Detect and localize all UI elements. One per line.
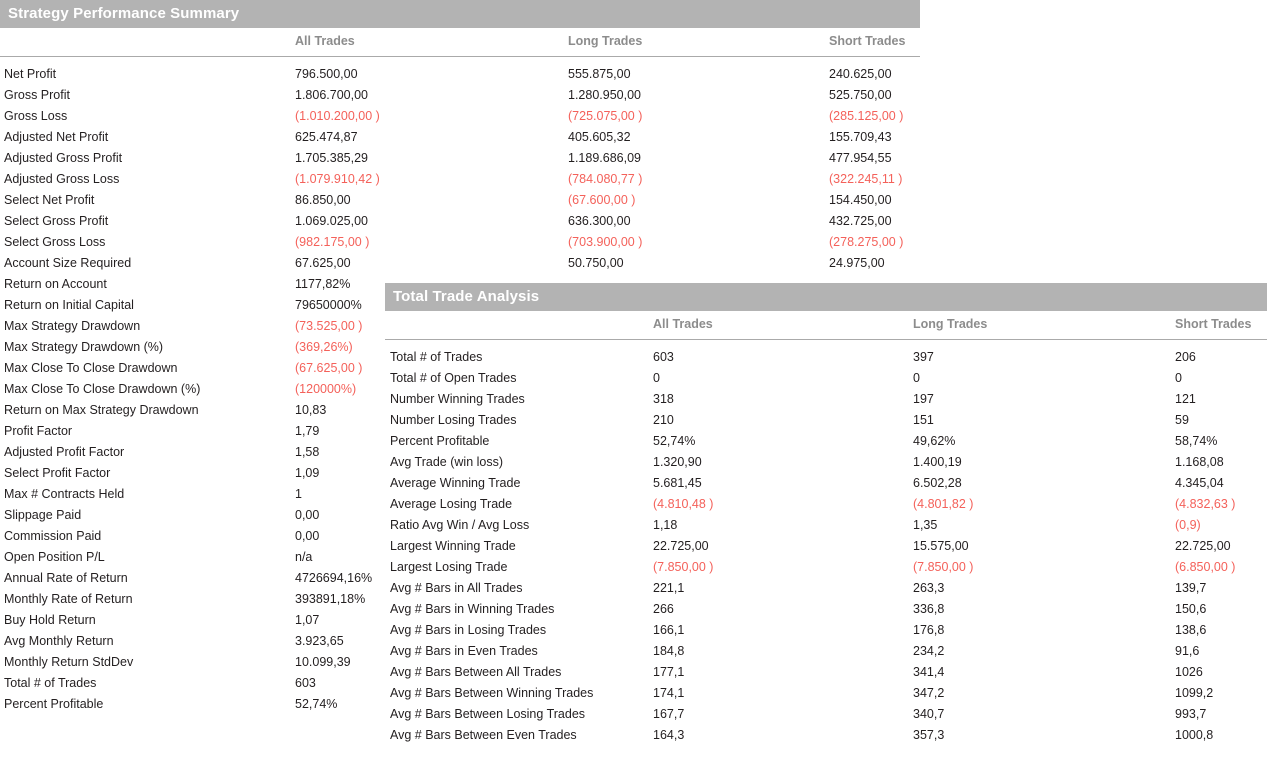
table-row — [385, 557, 1267, 578]
row-label: Total # of Trades — [390, 350, 483, 364]
row-label: Adjusted Gross Loss — [4, 172, 120, 186]
row-label: Max Close To Close Drawdown — [4, 361, 178, 375]
cell-long-trades: 397 — [913, 350, 934, 364]
cell-all-trades: 86.850,00 — [295, 193, 351, 207]
analysis-rows-container — [385, 340, 1267, 746]
cell-short-trades: 993,7 — [1175, 707, 1207, 721]
row-label: Buy Hold Return — [4, 613, 96, 627]
row-label: Total # of Trades — [4, 676, 97, 690]
cell-all-trades: (4.810,48 ) — [653, 497, 714, 511]
row-label: Commission Paid — [4, 529, 102, 543]
table-row — [385, 578, 1267, 599]
cell-long-trades: (725.075,00 ) — [568, 109, 643, 123]
cell-long-trades: 340,7 — [913, 707, 945, 721]
cell-all-trades: (67.625,00 ) — [295, 361, 363, 375]
cell-long-trades: 49,62% — [913, 434, 956, 448]
cell-short-trades: 58,74% — [1175, 434, 1218, 448]
cell-short-trades: 477.954,55 — [829, 151, 892, 165]
cell-short-trades: 59 — [1175, 413, 1189, 427]
row-label: Select Gross Profit — [4, 214, 109, 228]
table-row — [0, 148, 920, 169]
table-row — [0, 106, 920, 127]
row-label: Largest Losing Trade — [390, 560, 508, 574]
row-label: Max Strategy Drawdown (%) — [4, 340, 164, 354]
cell-short-trades: 240.625,00 — [829, 67, 892, 81]
table-row — [385, 473, 1267, 494]
cell-all-trades: 3.923,65 — [295, 634, 344, 648]
cell-long-trades: 0 — [913, 371, 920, 385]
cell-all-trades: 52,74% — [653, 434, 696, 448]
panel-title-total-trade-analysis: Total Trade Analysis — [385, 283, 1267, 311]
table-row — [0, 64, 920, 85]
table-row — [385, 599, 1267, 620]
row-label: Percent Profitable — [4, 697, 104, 711]
cell-all-trades: (982.175,00 ) — [295, 235, 370, 249]
row-label: Return on Account — [4, 277, 107, 291]
cell-all-trades: 0,00 — [295, 529, 320, 543]
cell-all-trades: 603 — [653, 350, 674, 364]
cell-short-trades: (6.850,00 ) — [1175, 560, 1236, 574]
row-label: Slippage Paid — [4, 508, 82, 522]
cell-all-trades: 177,1 — [653, 665, 685, 679]
cell-all-trades: 174,1 — [653, 686, 685, 700]
cell-all-trades: 1,79 — [295, 424, 320, 438]
cell-all-trades: 10.099,39 — [295, 655, 351, 669]
cell-all-trades: 164,3 — [653, 728, 685, 742]
cell-long-trades: 6.502,28 — [913, 476, 962, 490]
table-row — [0, 169, 920, 190]
row-label: Number Winning Trades — [390, 392, 525, 406]
cell-all-trades: 266 — [653, 602, 674, 616]
cell-all-trades: 1.069.025,00 — [295, 214, 368, 228]
table-row — [385, 725, 1267, 746]
cell-all-trades: 10,83 — [295, 403, 327, 417]
table-row — [385, 536, 1267, 557]
table-row — [0, 253, 920, 274]
row-label: Percent Profitable — [390, 434, 490, 448]
cell-long-trades: (7.850,00 ) — [913, 560, 974, 574]
table-row — [385, 452, 1267, 473]
row-label: Max # Contracts Held — [4, 487, 125, 501]
cell-long-trades: 1.189.686,09 — [568, 151, 641, 165]
cell-short-trades: 4.345,04 — [1175, 476, 1224, 490]
row-label: Net Profit — [4, 67, 57, 81]
cell-long-trades: 234,2 — [913, 644, 945, 658]
analysis-column-header-long-trades: Long Trades — [913, 317, 988, 331]
cell-all-trades: 796.500,00 — [295, 67, 358, 81]
summary-column-header-all-trades: All Trades — [295, 34, 355, 48]
cell-long-trades: 50.750,00 — [568, 256, 624, 270]
cell-all-trades: 0,00 — [295, 508, 320, 522]
cell-all-trades: 184,8 — [653, 644, 685, 658]
cell-long-trades: 341,4 — [913, 665, 945, 679]
cell-all-trades: 1,58 — [295, 445, 320, 459]
cell-short-trades: (278.275,00 ) — [829, 235, 904, 249]
cell-all-trades: n/a — [295, 550, 313, 564]
analysis-column-header-all-trades: All Trades — [653, 317, 713, 331]
row-label: Avg # Bars Between Losing Trades — [390, 707, 586, 721]
cell-long-trades: 197 — [913, 392, 934, 406]
cell-all-trades: 166,1 — [653, 623, 685, 637]
table-row — [0, 85, 920, 106]
analysis-column-header-row — [385, 311, 1267, 339]
summary-column-header-long-trades: Long Trades — [568, 34, 643, 48]
summary-column-header-row — [0, 28, 920, 56]
cell-short-trades: 0 — [1175, 371, 1182, 385]
row-label: Avg # Bars in All Trades — [390, 581, 523, 595]
cell-all-trades: 67.625,00 — [295, 256, 351, 270]
cell-long-trades: (67.600,00 ) — [568, 193, 636, 207]
cell-long-trades: 405.605,32 — [568, 130, 631, 144]
cell-all-trades: 625.474,87 — [295, 130, 358, 144]
row-label: Select Profit Factor — [4, 466, 111, 480]
cell-all-trades: 5.681,45 — [653, 476, 702, 490]
cell-all-trades: 79650000% — [295, 298, 362, 312]
cell-all-trades: 52,74% — [295, 697, 338, 711]
cell-long-trades: 1,35 — [913, 518, 938, 532]
cell-short-trades: 1099,2 — [1175, 686, 1214, 700]
row-label: Avg # Bars in Winning Trades — [390, 602, 555, 616]
row-label: Avg # Bars in Losing Trades — [390, 623, 547, 637]
row-label: Adjusted Gross Profit — [4, 151, 123, 165]
cell-long-trades: 555.875,00 — [568, 67, 631, 81]
cell-all-trades: 603 — [295, 676, 316, 690]
cell-all-trades: 318 — [653, 392, 674, 406]
cell-all-trades: 1,09 — [295, 466, 320, 480]
cell-short-trades: (4.832,63 ) — [1175, 497, 1236, 511]
cell-short-trades: 91,6 — [1175, 644, 1200, 658]
cell-all-trades: 393891,18% — [295, 592, 366, 606]
cell-long-trades: 1.280.950,00 — [568, 88, 641, 102]
panel-title-strategy-performance-summary: Strategy Performance Summary — [0, 0, 920, 28]
cell-all-trades: (1.079.910,42 ) — [295, 172, 380, 186]
cell-long-trades: 1.400,19 — [913, 455, 962, 469]
total-trade-analysis-panel — [385, 283, 1267, 746]
cell-all-trades: 1.806.700,00 — [295, 88, 368, 102]
cell-short-trades: 525.750,00 — [829, 88, 892, 102]
row-label: Avg # Bars Between Winning Trades — [390, 686, 594, 700]
row-label: Account Size Required — [4, 256, 132, 270]
table-row — [385, 389, 1267, 410]
row-label: Adjusted Profit Factor — [4, 445, 125, 459]
cell-short-trades: 138,6 — [1175, 623, 1207, 637]
cell-long-trades: (4.801,82 ) — [913, 497, 974, 511]
cell-short-trades: (322.245,11 ) — [829, 172, 903, 186]
row-label: Max Strategy Drawdown — [4, 319, 141, 333]
row-label: Average Losing Trade — [390, 497, 513, 511]
row-label: Return on Max Strategy Drawdown — [4, 403, 199, 417]
row-label: Avg Monthly Return — [4, 634, 114, 648]
row-label: Largest Winning Trade — [390, 539, 516, 553]
row-label: Select Net Profit — [4, 193, 95, 207]
cell-short-trades: (285.125,00 ) — [829, 109, 904, 123]
table-row — [385, 431, 1267, 452]
table-row — [0, 190, 920, 211]
summary-column-header-short-trades: Short Trades — [829, 34, 906, 48]
cell-long-trades: 336,8 — [913, 602, 945, 616]
cell-short-trades: 154.450,00 — [829, 193, 892, 207]
cell-short-trades: 206 — [1175, 350, 1196, 364]
row-label: Gross Loss — [4, 109, 68, 123]
row-label: Return on Initial Capital — [4, 298, 134, 312]
cell-short-trades: 22.725,00 — [1175, 539, 1231, 553]
cell-all-trades: 210 — [653, 413, 674, 427]
cell-all-trades: 1177,82% — [295, 277, 351, 291]
analysis-column-header-short-trades: Short Trades — [1175, 317, 1252, 331]
cell-all-trades: 0 — [653, 371, 660, 385]
row-label: Total # of Open Trades — [390, 371, 517, 385]
row-label: Monthly Rate of Return — [4, 592, 133, 606]
cell-all-trades: (73.525,00 ) — [295, 319, 363, 333]
cell-long-trades: 636.300,00 — [568, 214, 631, 228]
cell-all-trades: (369,26%) — [295, 340, 353, 354]
row-label: Avg # Bars Between Even Trades — [390, 728, 577, 742]
cell-long-trades: (784.080,77 ) — [568, 172, 643, 186]
cell-long-trades: (703.900,00 ) — [568, 235, 643, 249]
cell-all-trades: (120000%) — [295, 382, 357, 396]
cell-short-trades: 121 — [1175, 392, 1196, 406]
cell-all-trades: 22.725,00 — [653, 539, 709, 553]
cell-all-trades: 1 — [295, 487, 302, 501]
table-row — [385, 641, 1267, 662]
cell-long-trades: 151 — [913, 413, 934, 427]
table-row — [385, 347, 1267, 368]
row-label: Adjusted Net Profit — [4, 130, 109, 144]
cell-all-trades: 221,1 — [653, 581, 685, 595]
table-row — [385, 410, 1267, 431]
row-label: Avg # Bars in Even Trades — [390, 644, 538, 658]
cell-long-trades: 176,8 — [913, 623, 945, 637]
row-label: Select Gross Loss — [4, 235, 106, 249]
cell-short-trades: (0,9) — [1175, 518, 1201, 532]
cell-long-trades: 15.575,00 — [913, 539, 969, 553]
row-label: Avg Trade (win loss) — [390, 455, 504, 469]
row-label: Annual Rate of Return — [4, 571, 128, 585]
cell-short-trades: 1.168,08 — [1175, 455, 1224, 469]
table-row — [385, 368, 1267, 389]
cell-all-trades: 167,7 — [653, 707, 685, 721]
row-label: Avg # Bars Between All Trades — [390, 665, 562, 679]
table-row — [0, 232, 920, 253]
cell-short-trades: 139,7 — [1175, 581, 1207, 595]
row-label: Ratio Avg Win / Avg Loss — [390, 518, 530, 532]
cell-short-trades: 1026 — [1175, 665, 1203, 679]
cell-short-trades: 24.975,00 — [829, 256, 885, 270]
cell-short-trades: 150,6 — [1175, 602, 1207, 616]
table-row — [385, 620, 1267, 641]
cell-short-trades: 155.709,43 — [829, 130, 892, 144]
row-label: Open Position P/L — [4, 550, 105, 564]
row-label: Average Winning Trade — [390, 476, 521, 490]
row-label: Monthly Return StdDev — [4, 655, 134, 669]
cell-all-trades: (1.010.200,00 ) — [295, 109, 380, 123]
cell-short-trades: 432.725,00 — [829, 214, 892, 228]
table-row — [385, 494, 1267, 515]
cell-all-trades: (7.850,00 ) — [653, 560, 714, 574]
cell-long-trades: 263,3 — [913, 581, 945, 595]
row-label: Max Close To Close Drawdown (%) — [4, 382, 201, 396]
cell-long-trades: 347,2 — [913, 686, 945, 700]
row-label: Profit Factor — [4, 424, 73, 438]
table-row — [0, 211, 920, 232]
table-row — [385, 683, 1267, 704]
cell-all-trades: 1.705.385,29 — [295, 151, 368, 165]
cell-all-trades: 4726694,16% — [295, 571, 373, 585]
cell-all-trades: 1,07 — [295, 613, 320, 627]
cell-short-trades: 1000,8 — [1175, 728, 1214, 742]
cell-all-trades: 1,18 — [653, 518, 678, 532]
table-row — [0, 127, 920, 148]
row-label: Number Losing Trades — [390, 413, 517, 427]
cell-all-trades: 1.320,90 — [653, 455, 702, 469]
table-row — [385, 662, 1267, 683]
table-row — [385, 704, 1267, 725]
row-label: Gross Profit — [4, 88, 70, 102]
table-row — [385, 515, 1267, 536]
cell-long-trades: 357,3 — [913, 728, 945, 742]
